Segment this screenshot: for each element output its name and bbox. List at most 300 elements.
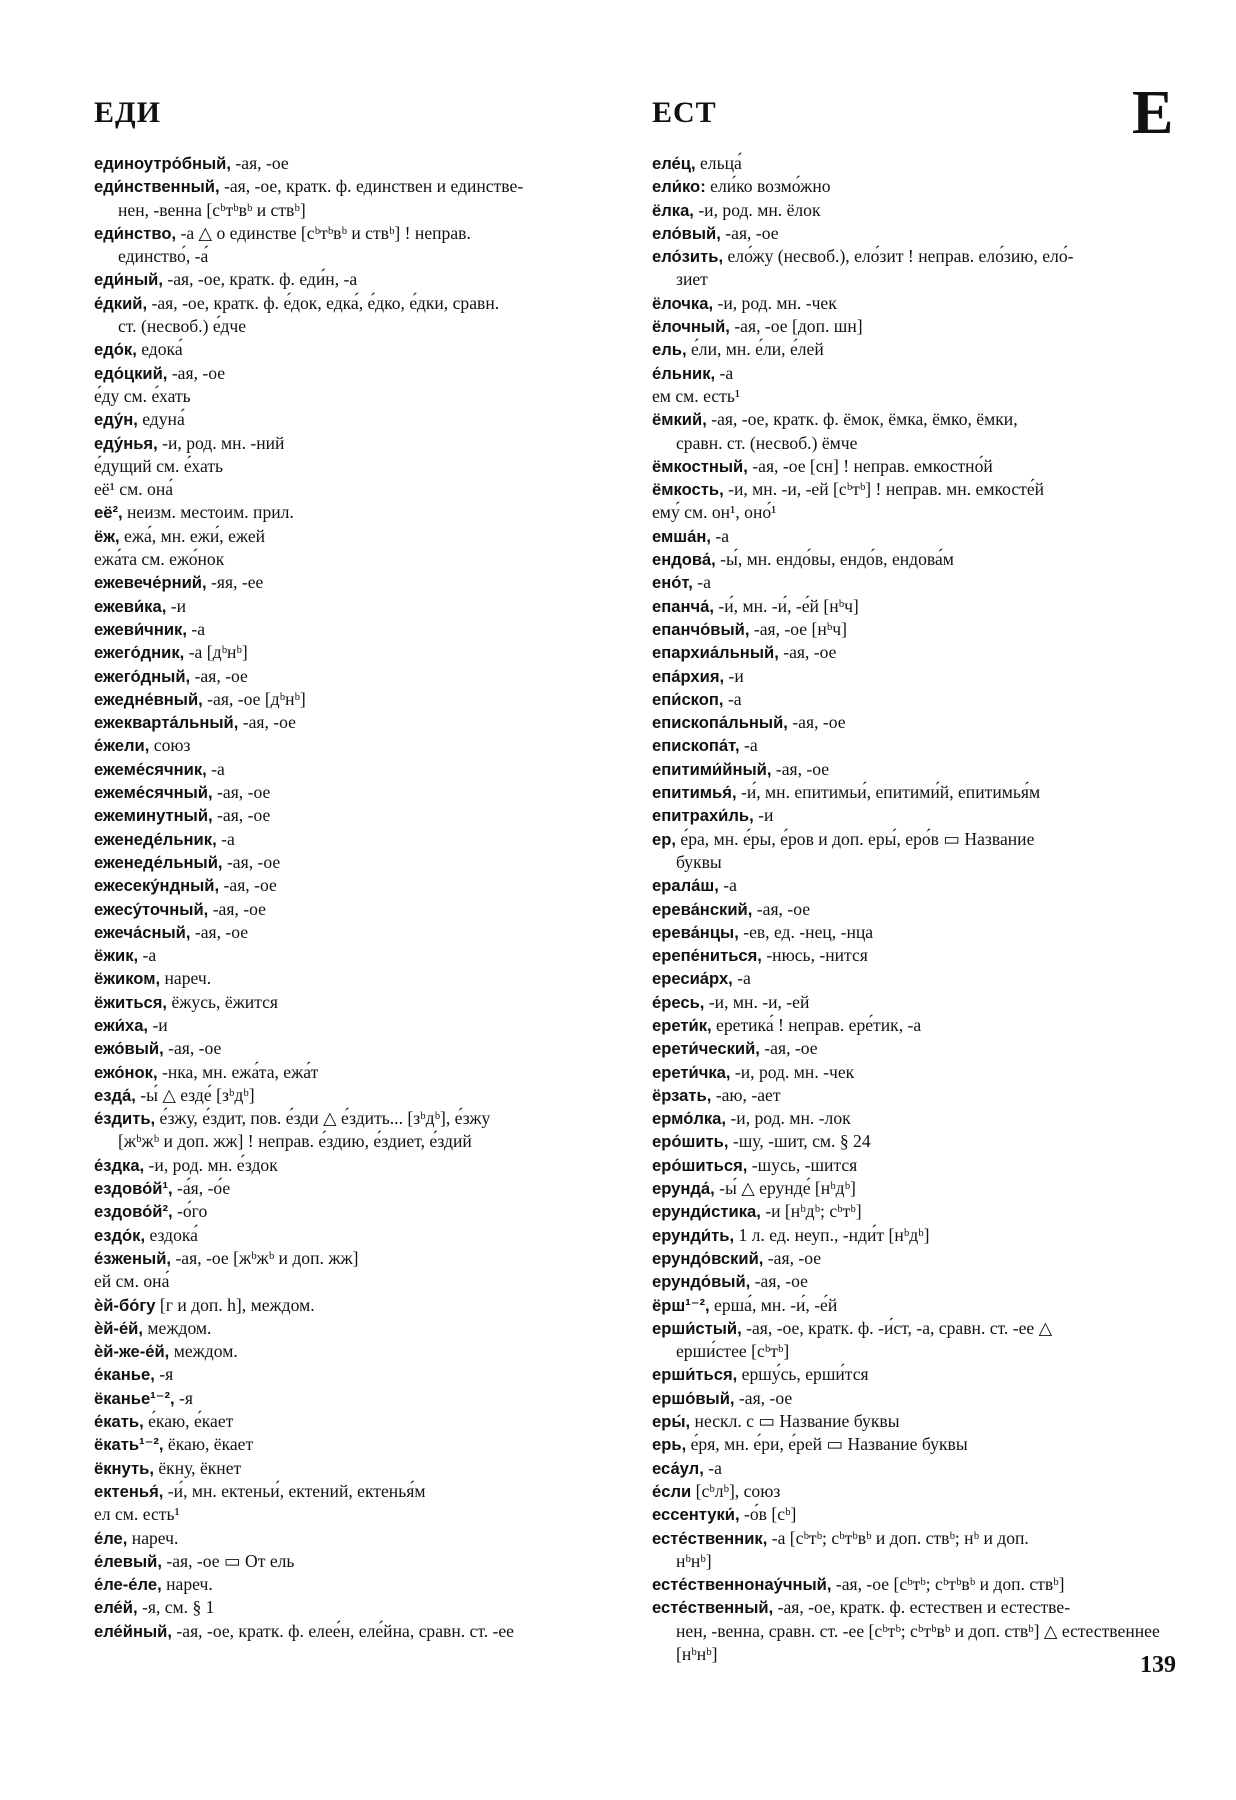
left-column <box>94 152 624 1643</box>
dictionary-entry <box>94 1527 624 1550</box>
dictionary-entry <box>652 944 1182 967</box>
entry-continuation: нен, -венна, сравн. ст. -ее [сᵇтᵇ; сᵇтᵇвᵇ и доп. ствᵇ] △ естественнее [нᵇнᵇ] <box>676 1620 1160 1664</box>
dictionary-entry <box>94 175 624 222</box>
entry-definition: ел см. есть¹ <box>94 1504 180 1525</box>
dictionary-entry <box>652 1480 1182 1503</box>
dictionary-entry <box>94 1387 624 1410</box>
dictionary-entry <box>652 245 1182 292</box>
dictionary-entry <box>94 268 624 291</box>
entry-definition: -ая, -ое <box>219 875 277 896</box>
dictionary-entry <box>94 851 624 874</box>
entry-headword: ерунда́, <box>652 1179 715 1199</box>
entry-definition: междом. <box>143 1317 212 1338</box>
entry-headword: е́льник, <box>652 363 716 383</box>
entry-definition: -ая, -ое <box>231 153 289 173</box>
dictionary-entry <box>94 292 624 339</box>
entry-headword: ѐй-е́й, <box>94 1318 143 1338</box>
dictionary-entry <box>94 501 624 524</box>
dictionary-entry <box>94 362 624 385</box>
entry-headword: ежеме́сячник, <box>94 759 207 779</box>
entry-definition: ей см. она́ <box>94 1271 170 1292</box>
dictionary-entry <box>94 804 624 827</box>
dictionary-entry <box>652 1317 1182 1364</box>
entry-continuation: ст. (несвоб.) е́дче <box>118 316 247 337</box>
entry-definition: -и, род. мн. -лок <box>726 1108 851 1129</box>
dictionary-entry <box>94 478 624 501</box>
entry-headword: ёжиком, <box>94 969 161 989</box>
entry-headword: ежего́дник, <box>94 643 185 663</box>
entry-definition: -а <box>692 572 711 593</box>
entry-headword: ёкать¹⁻², <box>94 1435 164 1455</box>
entry-definition: [сᵇлᵇ], союз <box>691 1480 781 1501</box>
dictionary-entry <box>94 1107 624 1154</box>
dictionary-entry <box>94 1363 624 1386</box>
entry-definition: ежа́, мн. ежи́, ежей <box>119 525 266 546</box>
entry-definition: -ая, -ое <box>208 898 266 919</box>
entry-definition: -ая, -ое ▭ От ель <box>161 1550 295 1571</box>
entry-headword: едо́к, <box>94 340 137 360</box>
entry-headword: е́ле-е́ле, <box>94 1575 162 1595</box>
entry-headword: ессентуки́, <box>652 1505 740 1525</box>
entry-definition: -а [дᵇнᵇ] <box>184 642 248 663</box>
entry-headword: е́ресь, <box>652 992 705 1012</box>
entry-definition: -ая, -ое <box>734 1387 793 1408</box>
entry-headword: еди́ный, <box>94 270 163 290</box>
entry-definition: -ая, -ое <box>163 1038 222 1059</box>
entry-definition: -и, род. мн. е́здок <box>144 1154 278 1175</box>
entry-headword: еженеде́льник, <box>94 829 217 849</box>
entry-headword: есте́ственник, <box>652 1528 768 1548</box>
entry-definition: е́ли, мн. е́ли, е́лей <box>686 339 824 360</box>
entry-definition: [г и доп. h], междом. <box>155 1294 315 1315</box>
entry-definition: -ая, -ое, кратк. ф. е́док, едка́, е́дко, е́дки, сравн. <box>147 292 500 313</box>
entry-definition: -ая, -ое [доп. шн] <box>729 316 863 337</box>
entry-headword: ерши́ться, <box>652 1365 738 1385</box>
entry-definition: -а <box>703 1457 722 1478</box>
entry-definition: -ая, -ое <box>771 758 830 779</box>
entry-headword: ер, <box>652 829 676 849</box>
entry-headword: епанчо́вый, <box>652 619 750 639</box>
entry-headword: е́сли <box>652 1481 692 1501</box>
dictionary-entry <box>652 1084 1182 1107</box>
dictionary-entry <box>652 1247 1182 1270</box>
entry-definition: -и, род. мн. -чек <box>730 1061 855 1082</box>
dictionary-entry <box>652 967 1182 990</box>
entry-headword: еле́йный, <box>94 1621 172 1641</box>
entry-headword: е́здка, <box>94 1155 145 1175</box>
entry-continuation: буквы <box>676 851 722 872</box>
entry-definition: -я, см. § 1 <box>137 1597 215 1618</box>
dictionary-entry <box>652 1200 1182 1223</box>
dictionary-entry <box>652 1387 1182 1410</box>
entry-headword: еле́й, <box>94 1598 138 1618</box>
dictionary-entry <box>94 874 624 897</box>
entry-definition: нескл. с ▭ Название буквы <box>690 1411 900 1432</box>
dictionary-entry <box>652 665 1182 688</box>
entry-definition: -и <box>148 1014 168 1035</box>
dictionary-entry <box>652 1037 1182 1060</box>
dictionary-entry <box>652 804 1182 827</box>
dictionary-entry <box>94 432 624 455</box>
entry-definition: -а △ о единстве [сᵇтᵇвᵇ и ствᵇ] ! неправ. <box>176 222 471 243</box>
entry-definition: -ая, -ое [сᵇтᵇ; сᵇтᵇвᵇ и доп. ствᵇ] <box>831 1574 1065 1595</box>
entry-headword: еро́шиться, <box>652 1155 748 1175</box>
entry-headword: ежевече́рний, <box>94 573 207 593</box>
dictionary-entry <box>94 1433 624 1456</box>
entry-headword: еди́нственный, <box>94 177 220 197</box>
entry-headword: ежекварта́льный, <box>94 713 239 733</box>
entry-definition: -ая, -ое <box>190 665 248 686</box>
entry-definition: её¹ см. она́ <box>94 479 174 500</box>
dictionary-entry <box>94 898 624 921</box>
entry-definition: -а <box>715 362 734 383</box>
entry-definition: междом. <box>169 1341 238 1362</box>
entry-headword: ежедне́вный, <box>94 689 203 709</box>
dictionary-entry <box>94 1247 624 1270</box>
dictionary-entry <box>652 1154 1182 1177</box>
entry-definition: -а <box>718 875 737 896</box>
entry-headword: есте́ственнонау́чный, <box>652 1575 832 1595</box>
dictionary-entry <box>652 1014 1182 1037</box>
entry-continuation: зиет <box>676 269 708 290</box>
entry-headword: ежи́ха, <box>94 1015 149 1035</box>
dictionary-entry <box>652 385 1182 408</box>
dictionary-entry <box>94 455 624 478</box>
dictionary-entry <box>652 455 1182 478</box>
entry-headword: есте́ственный, <box>652 1598 774 1618</box>
entry-definition: ельца́ <box>695 153 742 173</box>
entry-headword: епитими́йный, <box>652 759 772 779</box>
entry-headword: е́кать, <box>94 1412 144 1432</box>
entry-definition: -а <box>206 758 225 779</box>
dictionary-entry <box>94 548 624 571</box>
entry-definition: ели́ко возмо́жно <box>705 176 831 197</box>
entry-headword: ёмкость, <box>652 480 724 500</box>
dictionary-entry <box>94 1340 624 1363</box>
entry-headword: ель, <box>652 340 687 360</box>
dictionary-entry <box>94 1596 624 1619</box>
entry-headword: е́ле, <box>94 1528 128 1548</box>
entry-definition: -и́, мн. епитимьи́, епитими́й, епитимья́м <box>736 782 1041 803</box>
entry-definition: -о́в [сᵇ] <box>739 1504 797 1525</box>
entry-definition: -ая, -ое <box>167 362 226 383</box>
entry-definition: едока́ <box>136 339 183 360</box>
entry-continuation: [жᵇжᵇ и доп. жж] ! неправ. е́здию, е́здиет, е́здий <box>118 1131 472 1152</box>
entry-definition: -и, мн. -и, -ей [сᵇтᵇ] ! неправ. мн. емкосте́й <box>723 479 1045 500</box>
dictionary-entry <box>652 175 1182 198</box>
entry-definition: -и <box>753 805 774 826</box>
dictionary-entry <box>652 1061 1182 1084</box>
entry-headword: ёж, <box>94 526 120 546</box>
entry-headword: еду́н, <box>94 410 138 430</box>
entry-headword: ёмкий, <box>652 410 707 430</box>
entry-definition: -нюсь, -нится <box>761 945 868 966</box>
entry-definition: -о́го <box>172 1201 208 1222</box>
dictionary-entry <box>652 1410 1182 1433</box>
dictionary-entry <box>652 548 1182 571</box>
entry-definition: ело́жу (несвоб.), ело́зит ! неправ. ело́зию, ело́- <box>723 246 1074 267</box>
dictionary-entry <box>652 1433 1182 1456</box>
entry-definition: -и, род. мн. -чек <box>713 292 837 313</box>
entry-headword: ёканье¹⁻², <box>94 1388 175 1408</box>
entry-definition: -нка, мн. ежа́та, ежа́т <box>157 1061 319 1082</box>
entry-headword: ело́вый, <box>652 223 721 243</box>
entry-definition: -а́я, -о́е <box>172 1178 231 1199</box>
entry-definition: -ая, -ое, кратк. ф. ёмок, ёмка, ёмко, ёмки, <box>706 409 1018 430</box>
entry-definition: -шу, -шит, см. § 24 <box>728 1131 871 1152</box>
entry-definition: -ая, -ое <box>212 782 271 803</box>
dictionary-entry <box>94 1014 624 1037</box>
entry-definition: -ая, -ое <box>787 712 846 733</box>
dictionary-entry <box>94 1177 624 1200</box>
dictionary-entry <box>652 1527 1182 1574</box>
entry-headword: ерепе́ниться, <box>652 946 762 966</box>
entry-headword: ело́зить, <box>652 247 724 267</box>
entry-headword: едо́цкий, <box>94 363 168 383</box>
dictionary-entry <box>94 711 624 734</box>
entry-definition: е́ра, мн. е́ры, е́ров и доп. еры́, еро́в ▭ Название <box>675 828 1035 849</box>
entry-headword: е́дкий, <box>94 293 148 313</box>
dictionary-entry <box>652 595 1182 618</box>
entry-definition: е́каю, е́кает <box>143 1411 234 1432</box>
dictionary-entry <box>652 222 1182 245</box>
entry-headword: е́левый, <box>94 1551 162 1571</box>
entry-headword: епитимья́, <box>652 783 737 803</box>
dictionary-entry <box>94 1084 624 1107</box>
entry-headword: епи́скоп, <box>652 689 724 709</box>
entry-definition: -яя, -ее <box>206 572 264 593</box>
dictionary-entry <box>94 734 624 757</box>
entry-headword: ёлка, <box>652 200 694 220</box>
right-column <box>652 152 1182 1666</box>
entry-headword: ежего́дный, <box>94 666 191 686</box>
dictionary-entry <box>652 292 1182 315</box>
dictionary-entry <box>652 1130 1182 1153</box>
entry-headword: епископа́льный, <box>652 713 788 733</box>
dictionary-entry <box>94 991 624 1014</box>
dictionary-entry <box>652 362 1182 385</box>
entry-definition: -ая, -ое <box>763 1247 822 1268</box>
entry-definition: -ая, -ое [нᵇч] <box>749 618 847 639</box>
entry-headword: ерети́чка, <box>652 1062 731 1082</box>
entry-definition: е́зжу, е́здит, пов. е́зди △ е́здить... [зᵇдᵇ], е́зжу <box>155 1108 491 1129</box>
entry-headword: ёрзать, <box>652 1085 712 1105</box>
entry-headword: ёмкостный, <box>652 456 748 476</box>
entry-headword: емша́н, <box>652 526 711 546</box>
entry-headword: ерала́ш, <box>652 876 719 896</box>
entry-definition: ерша́, мн. -и́, -е́й <box>709 1294 838 1315</box>
dictionary-entry <box>652 991 1182 1014</box>
dictionary-entry <box>652 152 1182 175</box>
entry-definition: -ая, -ое, кратк. ф. еди́н, -а <box>162 269 358 290</box>
entry-definition: -и, род. мн. ёлок <box>693 199 821 220</box>
dictionary-entry <box>652 1573 1182 1596</box>
dictionary-entry <box>652 781 1182 804</box>
entry-headword: е́канье, <box>94 1365 155 1385</box>
entry-headword: епископа́т, <box>652 736 740 756</box>
entry-headword: ено́т, <box>652 573 693 593</box>
entry-definition: -я <box>174 1387 193 1408</box>
entry-definition: -а <box>732 968 751 989</box>
entry-headword: ежеви́ка, <box>94 596 167 616</box>
entry-headword: еро́шить, <box>652 1132 729 1152</box>
entry-definition: -и [нᵇдᵇ; сᵇтᵇ] <box>760 1201 862 1222</box>
entry-definition: -а <box>138 945 157 966</box>
entry-headword: еле́ц, <box>652 154 696 173</box>
dictionary-entry <box>652 1294 1182 1317</box>
dictionary-entry <box>652 874 1182 897</box>
dictionary-entry <box>652 1177 1182 1200</box>
entry-definition: -я <box>154 1364 174 1385</box>
entry-continuation: нен, -венна [сᵇтᵇвᵇ и ствᵇ] <box>118 199 306 220</box>
entry-definition: ем см. есть¹ <box>652 385 741 406</box>
entry-headword: ежесеку́ндный, <box>94 876 220 896</box>
dictionary-entry <box>652 1224 1182 1247</box>
dictionary-entry <box>94 338 624 361</box>
entry-definition: нареч. <box>161 1574 213 1595</box>
entry-headword: ёжиться, <box>94 992 168 1012</box>
dictionary-entry <box>652 315 1182 338</box>
entry-headword: ерундо́вский, <box>652 1248 764 1268</box>
entry-definition: е́ду см. е́хать <box>94 385 191 406</box>
entry-definition: -а <box>216 828 235 849</box>
entry-headword: ёкнуть, <box>94 1458 154 1478</box>
entry-headword: единоутро́бный, <box>94 154 231 173</box>
entry-definition: -ая, -ое [жᵇжᵇ и доп. жж] <box>171 1247 359 1268</box>
dictionary-entry <box>652 921 1182 944</box>
entry-definition: союз <box>149 735 191 756</box>
dictionary-entry <box>94 1270 624 1293</box>
entry-headword: ели́ко: <box>652 177 706 197</box>
dictionary-entry <box>652 1596 1182 1666</box>
entry-headword: еди́нство, <box>94 223 177 243</box>
entry-definition: ежа́та см. ежо́нок <box>94 549 225 570</box>
dictionary-entry <box>652 525 1182 548</box>
entry-headword: ездово́й², <box>94 1202 173 1222</box>
thumb-index-letter: Е <box>1132 79 1174 147</box>
entry-headword: ерши́стый, <box>652 1318 742 1338</box>
entry-definition: ёжусь, ёжится <box>167 991 279 1012</box>
entry-definition: -ы́ △ езде́ [зᵇдᵇ] <box>135 1084 255 1105</box>
entry-headword: епанча́, <box>652 596 714 616</box>
entry-definition: 1 л. ед. неуп., -нди́т [нᵇдᵇ] <box>734 1224 930 1245</box>
entry-headword: ерева́нский, <box>652 899 753 919</box>
entry-headword: епа́рхия, <box>652 666 725 686</box>
dictionary-entry <box>652 1363 1182 1386</box>
dictionary-entry <box>94 1550 624 1573</box>
entry-definition: неизм. местоим. прил. <box>122 502 294 523</box>
running-head-left: ЕДИ <box>94 96 161 129</box>
dictionary-entry <box>652 618 1182 641</box>
dictionary-entry <box>652 1457 1182 1480</box>
dictionary-entry <box>94 944 624 967</box>
dictionary-entry <box>652 1107 1182 1130</box>
dictionary-entry <box>94 1317 624 1340</box>
entry-headword: ежо́нок, <box>94 1062 158 1082</box>
entry-continuation: единство́, -а́ <box>118 246 209 267</box>
entry-definition: -а [сᵇтᵇ; сᵇтᵇвᵇ и доп. ствᵇ; нᵇ и доп. <box>767 1527 1029 1548</box>
entry-definition: -ая, -ое <box>238 712 296 733</box>
entry-headword: ерундо́вый, <box>652 1272 751 1292</box>
entry-definition: ездока́ <box>145 1224 198 1245</box>
entry-definition: -и <box>166 595 187 616</box>
entry-definition: -шусь, -шится <box>747 1154 858 1175</box>
dictionary-entry <box>94 828 624 851</box>
entry-definition: -а <box>723 688 742 709</box>
entry-definition: еретика́ ! неправ. ере́тик, -а <box>711 1014 922 1035</box>
entry-headword: ёлочный, <box>652 317 730 337</box>
entry-headword: ектенья́, <box>94 1481 164 1501</box>
entry-definition: ершу́сь, ерши́тся <box>737 1364 869 1385</box>
dictionary-entry <box>652 1270 1182 1293</box>
entry-headword: ёжик, <box>94 946 139 966</box>
dictionary-entry <box>652 688 1182 711</box>
entry-headword: еду́нья, <box>94 433 158 453</box>
dictionary-entry <box>94 688 624 711</box>
entry-headword: ендова́, <box>652 550 716 570</box>
entry-definition: -ая, -ое <box>720 222 779 243</box>
dictionary-entry <box>94 1061 624 1084</box>
dictionary-entry <box>94 1573 624 1596</box>
dictionary-entry <box>652 641 1182 664</box>
entry-headword: ерунди́ть, <box>652 1225 735 1245</box>
entry-headword: ёрш¹⁻², <box>652 1295 710 1315</box>
entry-definition: -а <box>186 618 206 639</box>
entry-definition: е́ря, мн. е́ри, е́рей ▭ Название буквы <box>686 1434 968 1455</box>
dictionary-entry <box>94 571 624 594</box>
dictionary-entry <box>94 1457 624 1480</box>
entry-headword: ёлочка, <box>652 293 714 313</box>
entry-headword: ересиа́рх, <box>652 969 733 989</box>
entry-headword: е́здить, <box>94 1109 156 1129</box>
dictionary-entry <box>94 1620 624 1643</box>
dictionary-entry <box>94 1154 624 1177</box>
entry-headword: ежесу́точный, <box>94 899 209 919</box>
dictionary-entry <box>652 734 1182 757</box>
entry-definition: -и́, мн. -и́, -е́й [нᵇч] <box>713 595 859 616</box>
dictionary-entry <box>94 967 624 990</box>
entry-headword: её², <box>94 503 123 523</box>
entry-definition: -ев, ед. -нец, -нца <box>738 921 874 942</box>
dictionary-entry <box>652 408 1182 455</box>
entry-definition: -а <box>739 735 758 756</box>
entry-definition: -ая, -ое [сн] ! неправ. емкостно́й <box>747 455 993 476</box>
entry-headword: ежеминутный, <box>94 806 213 826</box>
entry-definition: -ая, -ое <box>222 851 281 872</box>
entry-headword: е́зженый, <box>94 1248 172 1268</box>
dictionary-entry <box>94 222 624 269</box>
page-number: 139 <box>1140 1652 1176 1678</box>
entry-headword: ѐй-же-е́й, <box>94 1342 170 1362</box>
entry-definition: -ая, -ое <box>750 1271 808 1292</box>
dictionary-entry <box>94 1224 624 1247</box>
entry-definition: едуна́ <box>137 409 185 430</box>
entry-definition: нареч. <box>160 968 212 989</box>
entry-definition: -а <box>710 525 730 546</box>
entry-headword: епархиа́льный, <box>652 643 779 663</box>
dictionary-entry <box>94 152 624 175</box>
entry-definition: ёкаю, ёкает <box>163 1434 254 1455</box>
dictionary-entry <box>94 781 624 804</box>
entry-headword: ерунди́стика, <box>652 1202 761 1222</box>
entry-headword: ермо́лка, <box>652 1109 727 1129</box>
dictionary-entry <box>652 711 1182 734</box>
running-head-right: ЕСТ <box>652 96 717 129</box>
entry-headword: ездово́й¹, <box>94 1179 173 1199</box>
dictionary-entry <box>652 758 1182 781</box>
entry-definition: -ая, -ое, кратк. ф. елее́н, еле́йна, сравн. ст. -ее <box>172 1620 514 1641</box>
dictionary-entry <box>94 595 624 618</box>
